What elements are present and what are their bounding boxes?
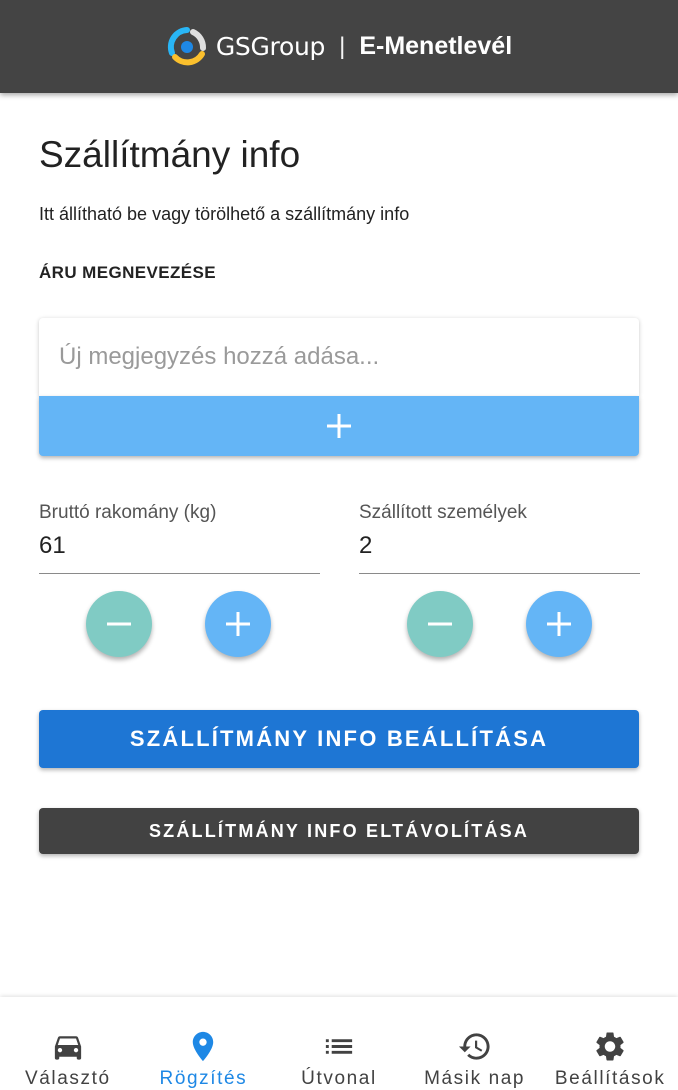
- goods-name-label: ÁRU MEGNEVEZÉSE: [39, 263, 216, 282]
- bottom-navigation: [0, 997, 678, 1090]
- list-icon: [321, 1029, 357, 1064]
- nav-item-masik-nap[interactable]: [407, 997, 543, 1090]
- gross-cargo-input[interactable]: 61: [39, 532, 320, 574]
- gross-cargo-decrement-button[interactable]: [86, 591, 152, 657]
- add-note-button[interactable]: [39, 396, 639, 456]
- nav-item-beallitasok[interactable]: [542, 997, 678, 1090]
- gross-cargo-increment-button[interactable]: [205, 591, 271, 657]
- page-title: Szállítmány info: [39, 134, 301, 175]
- gear-icon: [592, 1029, 628, 1064]
- plus-icon: [326, 413, 352, 439]
- plus-icon: [225, 611, 251, 637]
- nav-item-utvonal[interactable]: [271, 997, 407, 1090]
- nav-item-rogzites[interactable]: [136, 997, 272, 1090]
- minus-icon: [106, 611, 132, 637]
- page-subtitle: Itt állítható be vagy törölhető a szállítmány info: [39, 204, 410, 224]
- passengers-decrement-button[interactable]: [407, 591, 473, 657]
- gross-cargo-label: Bruttó rakomány (kg): [39, 502, 217, 523]
- nav-item-valaszto[interactable]: [0, 997, 136, 1090]
- gross-cargo-field: [39, 502, 320, 574]
- app-title: E-Menetlevél: [359, 32, 513, 60]
- brand-name: GSGroup: [215, 32, 326, 61]
- passengers-label: Szállított személyek: [359, 502, 527, 523]
- set-shipment-info-button[interactable]: SZÁLLÍTMÁNY INFO BEÁLLÍTÁSA: [39, 710, 639, 768]
- header-separator: |: [339, 32, 346, 60]
- minus-icon: [427, 611, 453, 637]
- nav-label: Rögzítés: [159, 1068, 248, 1089]
- location-pin-icon: [185, 1029, 221, 1064]
- app-header: [0, 0, 678, 93]
- nav-label: Másik nap: [424, 1068, 526, 1089]
- remove-shipment-info-button[interactable]: SZÁLLÍTMÁNY INFO ELTÁVOLÍTÁSA: [39, 808, 639, 854]
- nav-label: Útvonal: [301, 1068, 377, 1089]
- plus-icon: [546, 611, 572, 637]
- passengers-increment-button[interactable]: [526, 591, 592, 657]
- nav-label: Választó: [24, 1068, 111, 1089]
- gsgroup-logo-icon: [166, 26, 208, 68]
- note-input[interactable]: [39, 318, 639, 396]
- car-icon: [50, 1029, 86, 1064]
- history-icon: [457, 1029, 493, 1064]
- passengers-input[interactable]: 2: [359, 532, 640, 574]
- nav-label: Beállítások: [554, 1068, 666, 1089]
- passengers-field: [359, 502, 640, 574]
